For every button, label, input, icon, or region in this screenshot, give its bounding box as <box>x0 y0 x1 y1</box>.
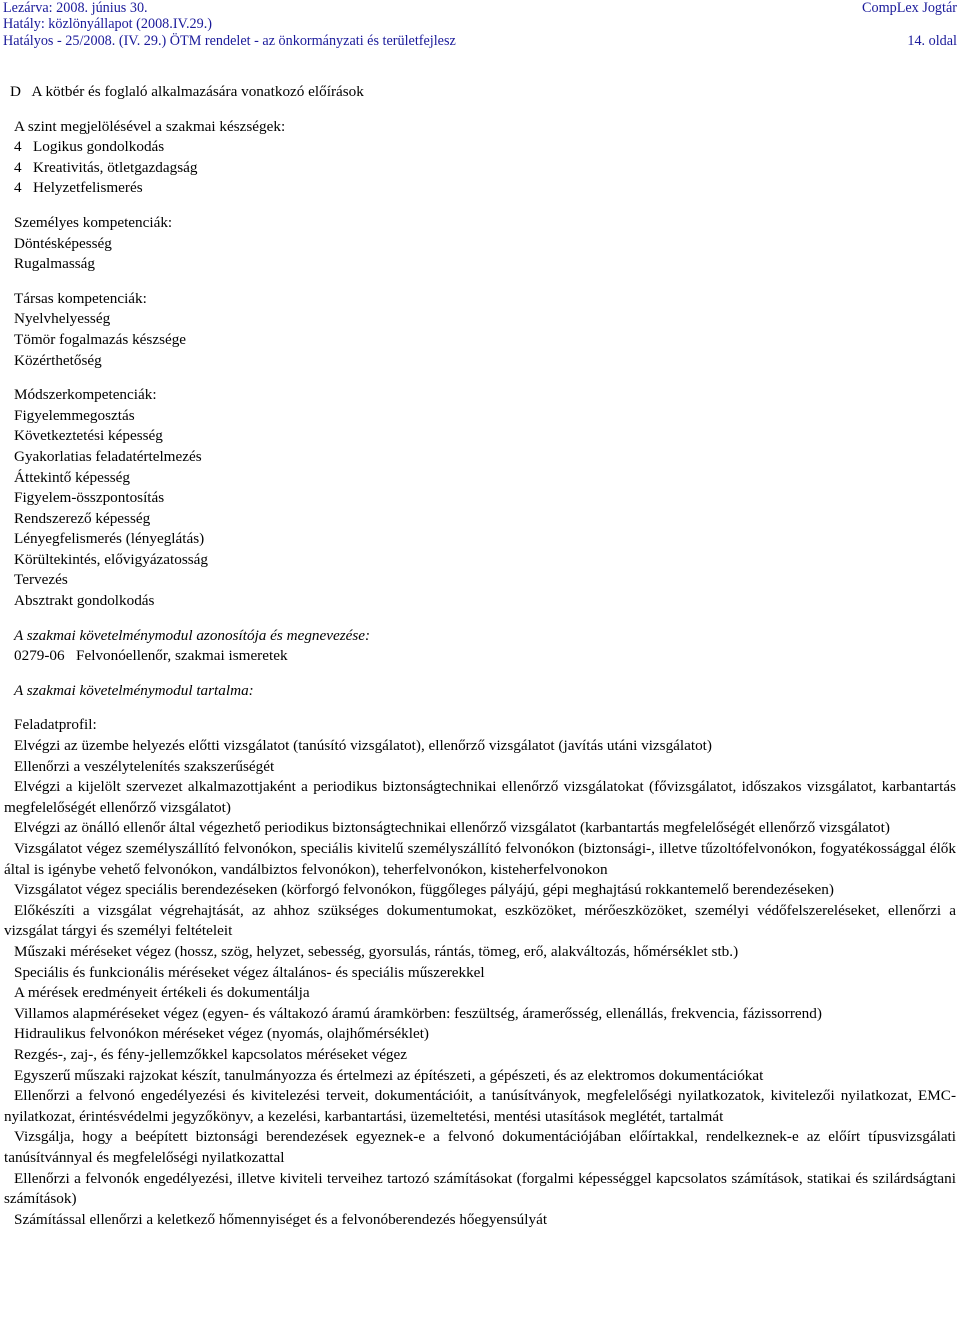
spacer <box>4 701 956 715</box>
method-item: Tervezés <box>14 571 68 589</box>
header-regulation-title: Hatályos - 25/2008. (IV. 29.) ÖTM rendelet - az önkormányzati és területfejlesz <box>3 33 456 49</box>
module-content-label-block <box>4 681 956 702</box>
header-page-number: 14. oldal <box>907 33 957 49</box>
method-title: Módszerkompetenciák: <box>14 386 157 404</box>
personal-title: Személyes kompetenciák: <box>14 213 173 231</box>
task-item: Ellenőrzi a felvonók engedélyezési, illetve kiviteli terveihez tartozó számításokat (forgalmi képességgel kapcsolatos számítások, statikai és szilárdságtani számítások) <box>4 1169 956 1208</box>
document-body <box>4 82 956 1230</box>
method-item: Absztrakt gondolkodás <box>14 592 155 610</box>
task-profile-label-block <box>4 715 956 736</box>
task-item: Egyszerű műszaki rajzokat készít, tanulmányozza és értelmezi az építészeti, a gépészeti, és az elektromos dokumentációkat <box>14 1066 764 1084</box>
task-item: Vizsgálatot végez speciális berendezéseken (körforgó felvonókon, függőleges pályájú, gépi meghajtású rokkantemelő berendezéseken) <box>14 881 834 899</box>
skill-item: 4 Logikus gondolkodás <box>14 138 165 156</box>
module-content-label: A szakmai követelménymodul tartalma: <box>14 681 254 699</box>
task-item: Elvégzi az üzembe helyezés előtti vizsgálatot (tanúsító vizsgálatot), ellenőrző vizsgálatot (javítás utáni vizsgálatot) <box>14 737 712 755</box>
social-item: Nyelvhelyesség <box>14 310 111 328</box>
task-item: Előkészíti a vizsgálat végrehajtását, az ahhoz szükséges dokumentumokat, eszközöket, mérőeszközöket, személyi védőfelszereléseket, ellenőrzi a vizsgálat tárgyi és személyi feltételeit <box>4 901 956 940</box>
personal-item: Rugalmasság <box>14 255 95 273</box>
spacer <box>4 103 956 117</box>
header-closed-date: Lezárva: 2008. június 30. <box>3 0 148 16</box>
method-item: Áttekintő képesség <box>14 468 130 486</box>
method-item: Gyakorlatias feladatértelmezés <box>14 447 202 465</box>
task-item: Vizsgálatot végez személyszállító felvonókon, speciális kivitelű személyszállító felvonókon (biztonsági-, illetve tűzoltófelvonókon, fogyatékossággal élők által is igénybe vehető felvonókon, vandálbiztos felvonókon), teherfelvonókon, kisteherfelvonokon <box>4 840 956 878</box>
skill-item: 4 Kreativitás, ötletgazdagság <box>14 158 198 176</box>
personal-item: Döntésképesség <box>14 234 112 252</box>
header-effect-state: Hatály: közlönyállapot (2008.IV.29.) <box>3 16 212 32</box>
page-header <box>0 0 960 50</box>
module-block <box>4 626 956 667</box>
task-item: Elvégzi a kijelölt szervezet alkalmazottjaként a periodikus biztonságtechnikai ellenőrző vizsgálatokat (fővizsgálatot, időszakos vizsgálatot, karbantartás megfelelőségét ellenőrző vizsgálatot) <box>4 778 956 816</box>
section-title: D A kötbér és foglaló alkalmazására vonatkozó előírások <box>10 83 364 100</box>
task-profile-label: Feladatprofil: <box>14 716 97 734</box>
task-list <box>4 736 956 1230</box>
spacer <box>4 275 956 289</box>
header-brand: CompLex Jogtár <box>862 0 957 16</box>
method-competencies <box>4 385 956 612</box>
spacer <box>4 199 956 213</box>
task-item: Számítással ellenőrzi a keletkező hőmennyiséget és a felvonóberendezés hőegyensúlyát <box>14 1210 548 1228</box>
social-item: Tömör fogalmazás készsége <box>14 330 187 348</box>
social-competencies <box>4 289 956 371</box>
personal-competencies <box>4 213 956 275</box>
spacer <box>4 667 956 681</box>
method-item: Következtetési képesség <box>14 427 163 445</box>
module-id-label: A szakmai követelménymodul azonosítója és megnevezése: <box>14 626 371 644</box>
task-item: Villamos alapméréseket végez (egyen- és váltakozó áramú áramkörben: feszültség, áramerősség, ellenállás, frekvencia, fázissorrend) <box>14 1004 822 1022</box>
task-item: A mérések eredményeit értékeli és dokumentálja <box>14 984 310 1002</box>
social-item: Közérthetőség <box>14 351 102 369</box>
task-item: Vizsgálja, hogy a beépített biztonsági berendezések egyeznek-e a felvonó dokumentációjában előírtakkal, rendelkeznek-e az előírt típusvizsgálati tanúsítvánnyal és megfelelőségi nyilatkozattal <box>4 1128 956 1166</box>
method-item: Rendszerező képesség <box>14 509 151 527</box>
task-item: Műszaki méréseket végez (hossz, szög, helyzet, sebesség, gyorsulás, rántás, tömeg, erő, alakváltozás, hőmérséklet stb.) <box>14 942 739 960</box>
skills-title: A szint megjelölésével a szakmai készségek: <box>14 117 286 135</box>
method-item: Figyelem-összpontosítás <box>14 489 165 507</box>
skills-block <box>4 117 956 199</box>
social-title: Társas kompetenciák: <box>14 289 147 307</box>
module-id-value: 0279-06 Felvonóellenőr, szakmai ismeretek <box>14 647 288 665</box>
spacer <box>4 612 956 626</box>
method-item: Figyelemmegosztás <box>14 406 135 424</box>
task-item: Ellenőrzi a felvonó engedélyezési és kivitelezési terveit, dokumentációit, a tanúsítványok, megfelelőségi nyilatkozatok, kivitelezői nyilatkozat, EMC-nyilatkozat, érintésvédelmi jegyzőkönyv, a kezelési, karbantartási, üzemeltetési, mentési utasítások meglétét, tartalmát <box>4 1087 956 1125</box>
skill-item: 4 Helyzetfelismerés <box>14 179 143 197</box>
task-item: Rezgés-, zaj-, és fény-jellemzőkkel kapcsolatos méréseket végez <box>14 1045 408 1063</box>
task-item: Ellenőrzi a veszélytelenítés szakszerűségét <box>14 757 275 775</box>
task-item: Hidraulikus felvonókon méréseket végez (nyomás, olajhőmérséklet) <box>14 1025 429 1043</box>
task-item: Elvégzi az önálló ellenőr által végezhető periodikus biztonságtechnikai ellenőrző vizsgálatot (karbantartás megfelelőségét ellenőrző vizsgálatot) <box>14 819 890 837</box>
spacer <box>4 371 956 385</box>
method-item: Lényegfelismerés (lényeglátás) <box>14 530 205 548</box>
task-item: Speciális és funkcionális méréseket végez általános- és speciális műszerekkel <box>14 963 485 981</box>
method-item: Körültekintés, elővigyázatosság <box>14 550 209 568</box>
